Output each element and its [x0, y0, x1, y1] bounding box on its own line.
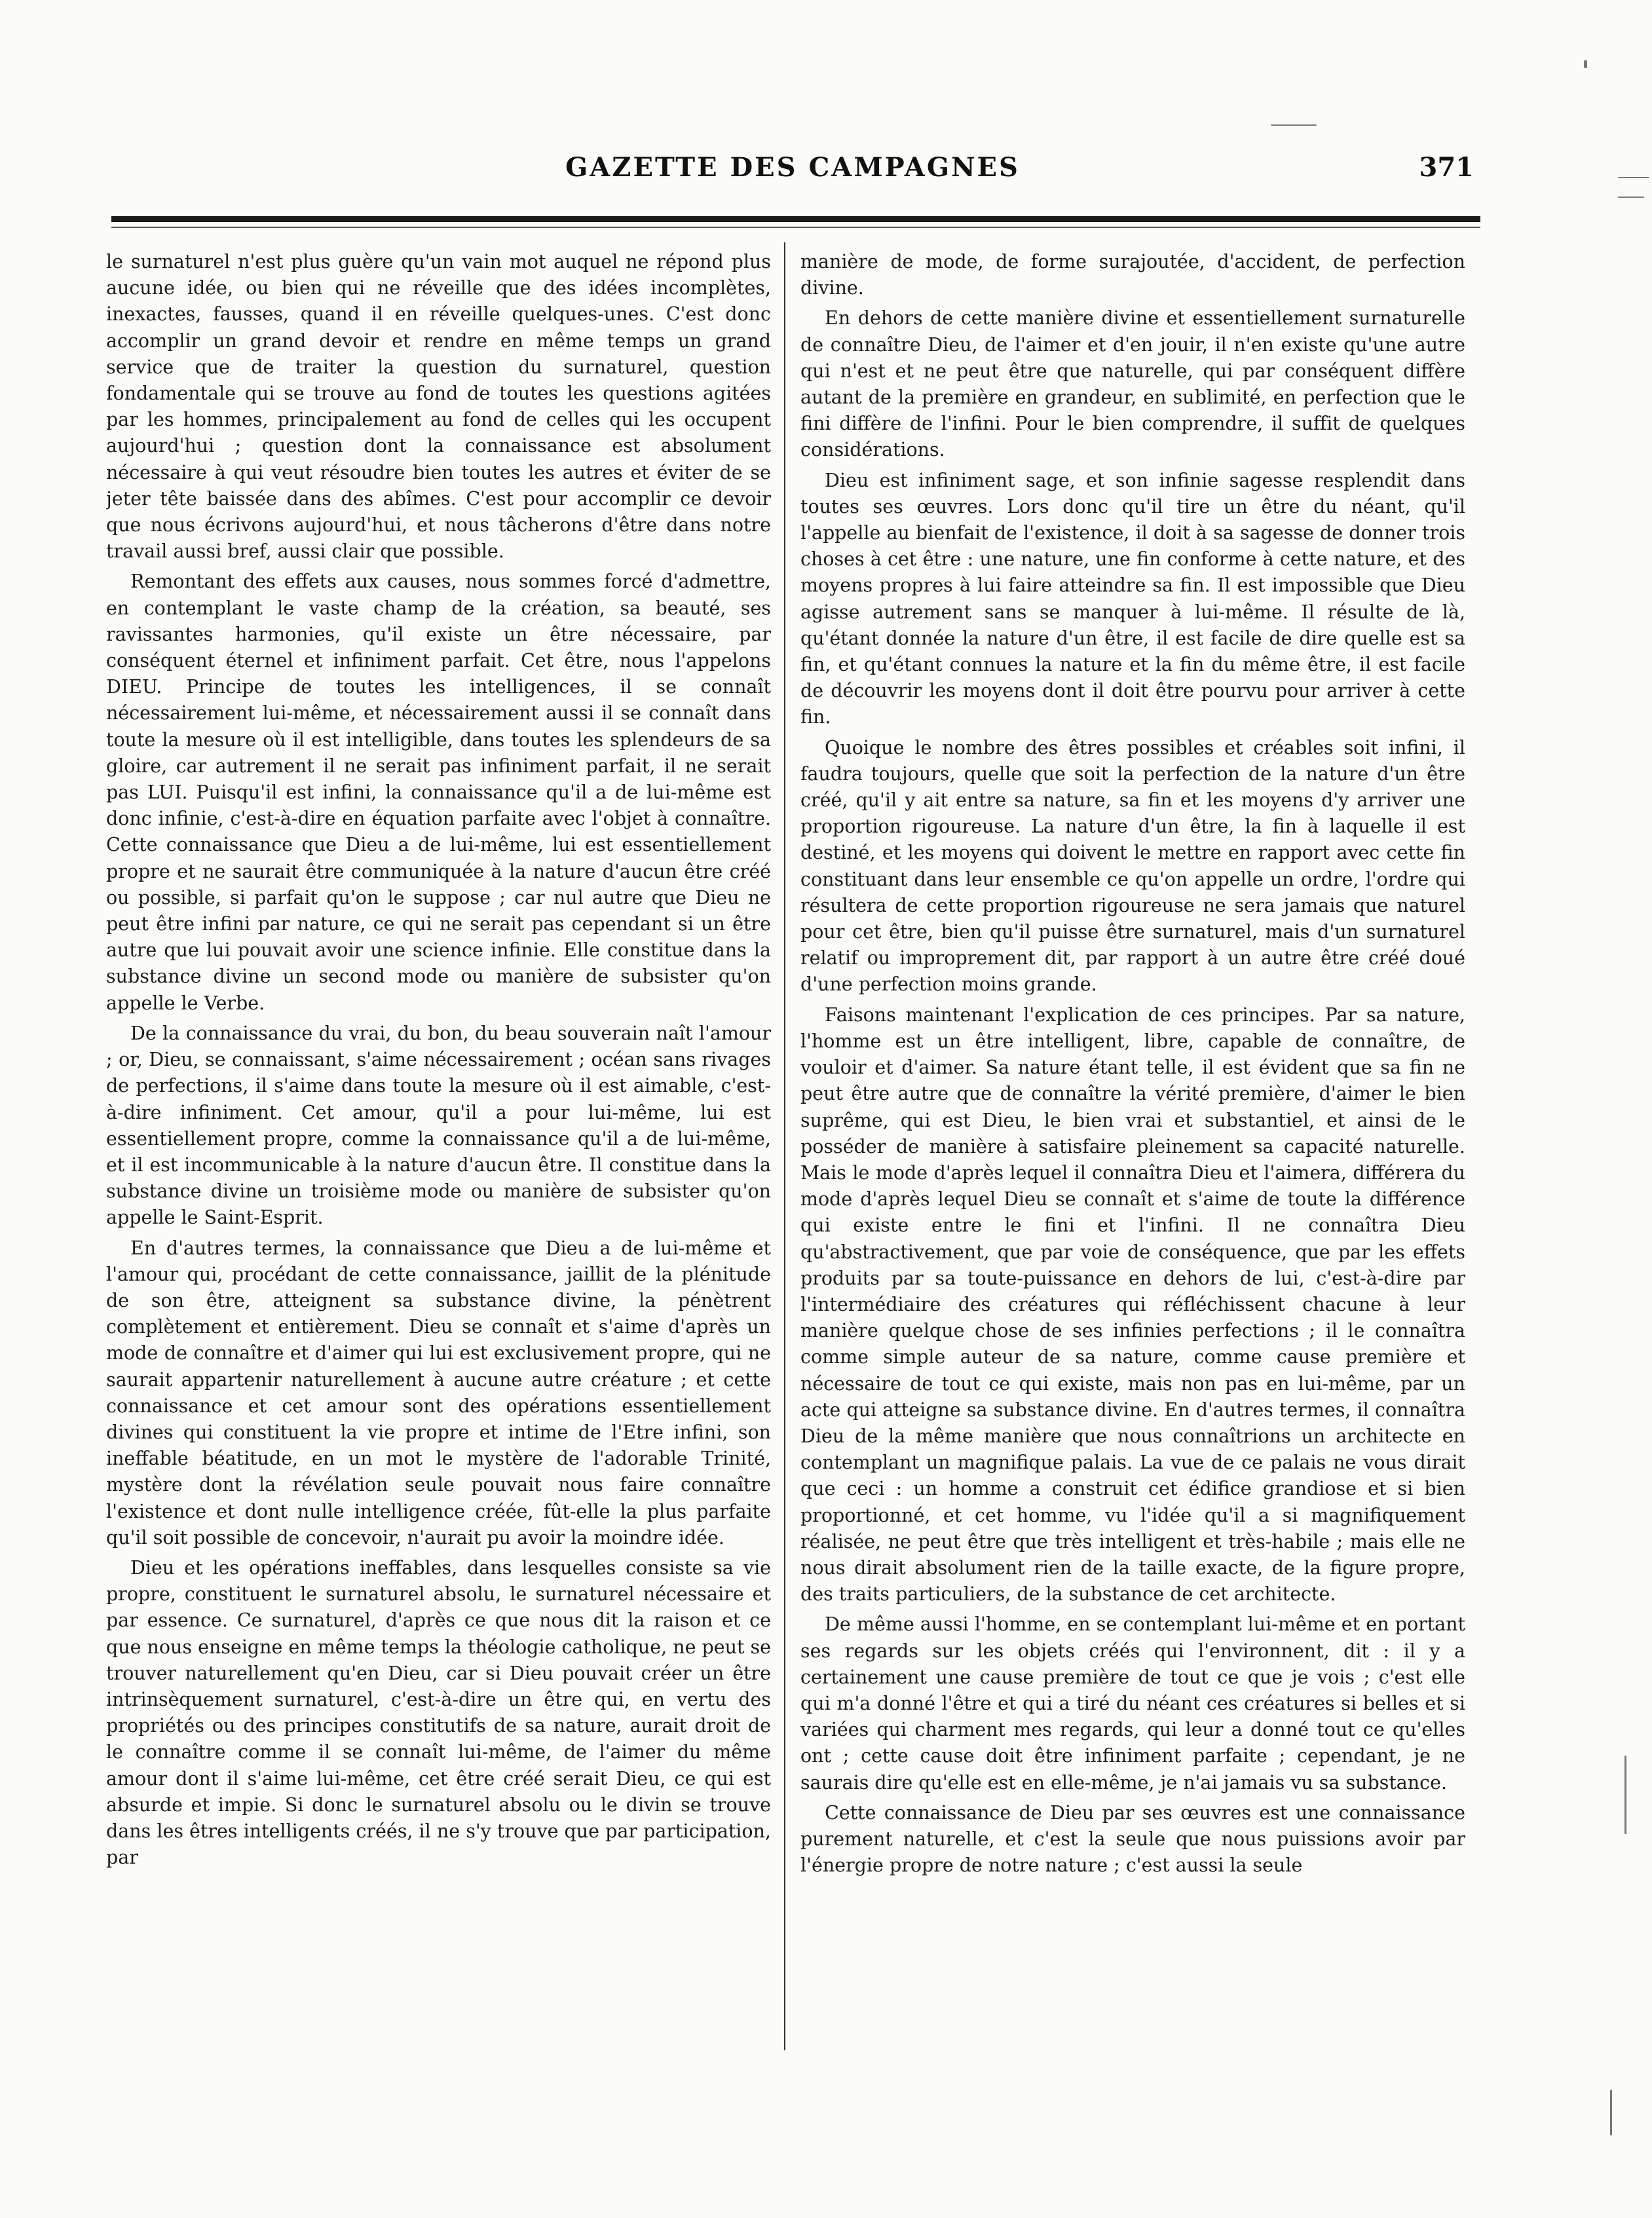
- left-paragraph-4: En d'autres termes, la connaissance que Dieu a de lui-même et l'amour qui, procédant de cette connaissance, jaillit de la plénitude de son être, atteignent sa substance divine, la pénètrent complètement et entièrement. Dieu se connaît et s'aime d'après un mode de connaître et d'aimer qui lui est exclusivement propre, qui ne saurait appartenir naturellement à aucune autre créature ; et cette connaissance et cet amour sont des opérations essentiellement divines qui constituent la vie propre et intime de l'Etre infini, son ineffable béatitude, en un mot le mystère de l'adorable Trinité, mystère dont la révélation seule pouvait nous faire connaître l'existence et dont nulle intelligence créée, fût-elle la plus parfaite qu'il soit possible de concevoir, n'aurait pu avoir la moindre idée.: [106, 1237, 771, 1549]
- left-paragraph-1: le surnaturel n'est plus guère qu'un vain mot auquel ne répond plus aucune idée, ou bien qui ne réveille que des idées incomplètes, inexactes, fausses, quand il en réveille quelques-unes. C'est donc accomplir un grand devoir et rendre en même temps un grand service que de traiter la question du surnaturel, question fondamentale qui se trouve au fond de toutes les questions agitées par les hommes, principalement au fond de celles qui les occupent aujourd'hui ; question dont la connaissance est absolument nécessaire à qui veut résoudre bien toutes les autres et éviter de se jeter tête baissée dans des abîmes. C'est pour accomplir ce devoir que nous écrivons aujourd'hui, et nous tâcherons d'être dans notre travail aussi bref, aussi clair que possible.: [106, 251, 771, 563]
- right-column: [800, 249, 1465, 2050]
- masthead: [98, 152, 1487, 198]
- left-paragraph-2: Remontant des effets aux causes, nous sommes forcé d'admettre, en contemplant le vaste champ de la création, sa beauté, ses ravissantes harmonies, qu'il existe un être nécessaire, par conséquent éternel et infiniment parfait. Cet être, nous l'appelons DIEU. Principe de toutes les intelligences, il se connaît nécessairement lui-même, et nécessairement aussi il se connaît dans toute la mesure où il est intelligible, dans toutes les splendeurs de sa gloire, car autrement il ne serait pas infiniment parfait, il ne serait pas LUI. Puisqu'il est infini, la connaissance qu'il a de lui-même est donc infinie, c'est-à-dire en équation parfaite avec l'objet à connaître. Cette connaissance que Dieu a de lui-même, lui est essentiellement propre et ne saurait être communiquée à la nature d'aucun être créé ou possible, si parfait qu'on le suppose ; car nul autre que Dieu ne peut être infini par nature, ce qui ne serait pas cependant si un être autre que lui pouvait avoir une science infinie. Elle constitue dans la substance divine un second mode ou manière de subsister qu'on appelle le Verbe.: [106, 571, 771, 1014]
- right-paragraph-4: Quoique le nombre des êtres possibles et créables soit infini, il faudra toujours, quelle que soit la perfection de la nature d'un être créé, qu'il y ait entre sa nature, sa fin et les moyens d'y arriver une proportion rigoureuse. La nature d'un être, la fin à laquelle il est destiné, et les moyens qui doivent le mettre en rapport avec cette fin constituant dans leur ensemble ce qu'on appelle un ordre, l'ordre qui résultera de cette proportion rigoureuse ne sera jamais que naturel pour cet être, bien qu'il puisse être surnaturel, mais d'un surnaturel relatif ou improprement dit, par rapport à un autre être créé doué d'une perfection moins grande.: [800, 736, 1465, 996]
- scan-mark: [1610, 2090, 1612, 2135]
- right-paragraph-3: Dieu est infiniment sage, et son infinie sagesse resplendit dans toutes ses œuvres. Lors donc qu'il tire un être du néant, qu'il l'appelle au bienfait de l'existence, il doit à sa sagesse de donner trois choses à cet être : une nature, une fin conforme à cette nature, et des moyens propres à lui faire atteindre sa fin. Il est impossible que Dieu agisse autrement sans se manquer à lui-même. Il résulte de là, qu'étant donnée la nature d'un être, il est facile de dire quelle est sa fin, et qu'étant connues la nature et la fin du même être, il est facile de découvrir les moyens dont il doit être pourvu pour arriver à cette fin.: [800, 469, 1465, 728]
- scan-mark: [1618, 177, 1649, 178]
- header-rule-thick: [111, 216, 1480, 222]
- header-rule-thin: [111, 227, 1480, 228]
- scan-mark: [1271, 124, 1317, 126]
- scan-mark: [1618, 197, 1644, 198]
- scan-mark: [1584, 60, 1587, 68]
- right-paragraph-1: manière de mode, de forme surajoutée, d'accident, de perfection divine.: [800, 251, 1465, 299]
- right-paragraph-2: En dehors de cette manière divine et essentiellement surnaturelle de connaître Dieu, de l'aimer et d'en jouir, il n'en existe qu'une autre qui n'est et ne peut être que naturelle, qui par conséquent diffère autant de la première en grandeur, en sublimité, en perfection que le fini diffère de l'infini. Pour le bien comprendre, il suffit de quelques considérations.: [800, 307, 1465, 461]
- left-paragraph-5: Dieu et les opérations ineffables, dans lesquelles consiste sa vie propre, constituent le surnaturel absolu, le surnaturel nécessaire et par essence. Ce surnaturel, d'après ce que nous dit la raison et ce que nous enseigne en même temps la théologie catholique, ne peut se trouver naturellement qu'en Dieu, car si Dieu pouvait créer un être intrinsèquement surnaturel, c'est-à-dire un être qui, en vertu des propriétés ou des principes constitutifs de sa nature, aurait droit de le connaître comme il se connaît lui-même, de l'aimer du même amour dont il s'aime lui-même, cet être créé serait Dieu, ce qui est absurde et impie. Si donc le surnaturel absolu ou le divin se trouve dans les êtres intelligents créés, il ne s'y trouve que par participation, par: [106, 1556, 771, 1869]
- masthead-title: GAZETTE DES CAMPAGNES: [565, 152, 1020, 183]
- scan-mark: [1624, 1756, 1626, 1834]
- right-paragraph-6: De même aussi l'homme, en se contemplant lui-même et en portant ses regards sur les objets créés qui l'environnent, dit : il y a certainement une cause première de tout ce que je vois ; c'est elle qui m'a donné l'être et qui a tiré du néant ces créatures si belles et si variées qui charment mes regards, qui leur a donné tout ce qu'elles ont ; cette cause doit être infiniment parfaite ; cependant, je ne saurais dire qu'elle est en elle-même, je n'ai jamais vu sa substance.: [800, 1613, 1465, 1794]
- right-paragraph-7: Cette connaissance de Dieu par ses œuvres est une connaissance purement naturelle, et c'est la seule que nous puissions avoir par l'énergie propre de notre nature ; c'est aussi la seule: [800, 1801, 1465, 1877]
- right-paragraph-5: Faisons maintenant l'explication de ces principes. Par sa nature, l'homme est un être intelligent, libre, capable de connaître, de vouloir et d'aimer. Sa nature étant telle, il est évident que sa fin ne peut être autre que de connaître la vérité première, d'aimer le bien suprême, qui est Dieu, le bien vrai et substantiel, et ainsi de le posséder de manière à satisfaire pleinement sa capacité naturelle. Mais le mode d'après lequel il connaîtra Dieu et l'aimera, différera du mode d'après lequel Dieu se connaît et s'aime de toute la différence qui existe entre le fini et l'infini. Il ne connaîtra Dieu qu'abstractivement, que par voie de conséquence, que par les effets produits par sa toute-puissance en dehors de lui, c'est-à-dire par l'intermédiaire des créatures qui réfléchissent chacune à leur manière quelque chose de ses infinies perfections ; il le connaîtra comme simple auteur de sa nature, comme cause première et nécessaire de tout ce qui existe, mais non pas en lui-même, par un acte qui atteigne sa substance divine. En d'autres termes, il connaîtra Dieu de la même manière que nous connaîtrions un architecte en contemplant un magnifique palais. La vue de ce palais ne vous dirait que ceci : un homme a construit cet édifice grandiose et si bien proportionné, et cet homme, vu l'idée qu'il a si magnifiquement réalisée, ne peut être que très intelligent et très-habile ; mais elle ne nous dirait absolument rien de la taille exacte, de la figure propre, des traits particuliers, de la substance de cet architecte.: [800, 1004, 1465, 1606]
- left-column: [106, 249, 771, 2050]
- left-paragraph-3: De la connaissance du vrai, du bon, du beau souverain naît l'amour ; or, Dieu, se connaissant, s'aime nécessairement ; océan sans rivages de perfections, il s'aime dans toute la mesure où il est aimable, c'est-à-dire infiniment. Cet amour, qu'il a pour lui-même, lui est essentiellement propre, comme la connaissance qu'il a de lui-même, et il est incommunicable à la nature d'aucun être. Il constitue dans la substance divine un troisième mode ou manière de subsister qu'on appelle le Saint-Esprit.: [106, 1022, 771, 1229]
- page-number: 371: [1419, 152, 1474, 183]
- column-divider: [784, 242, 785, 2050]
